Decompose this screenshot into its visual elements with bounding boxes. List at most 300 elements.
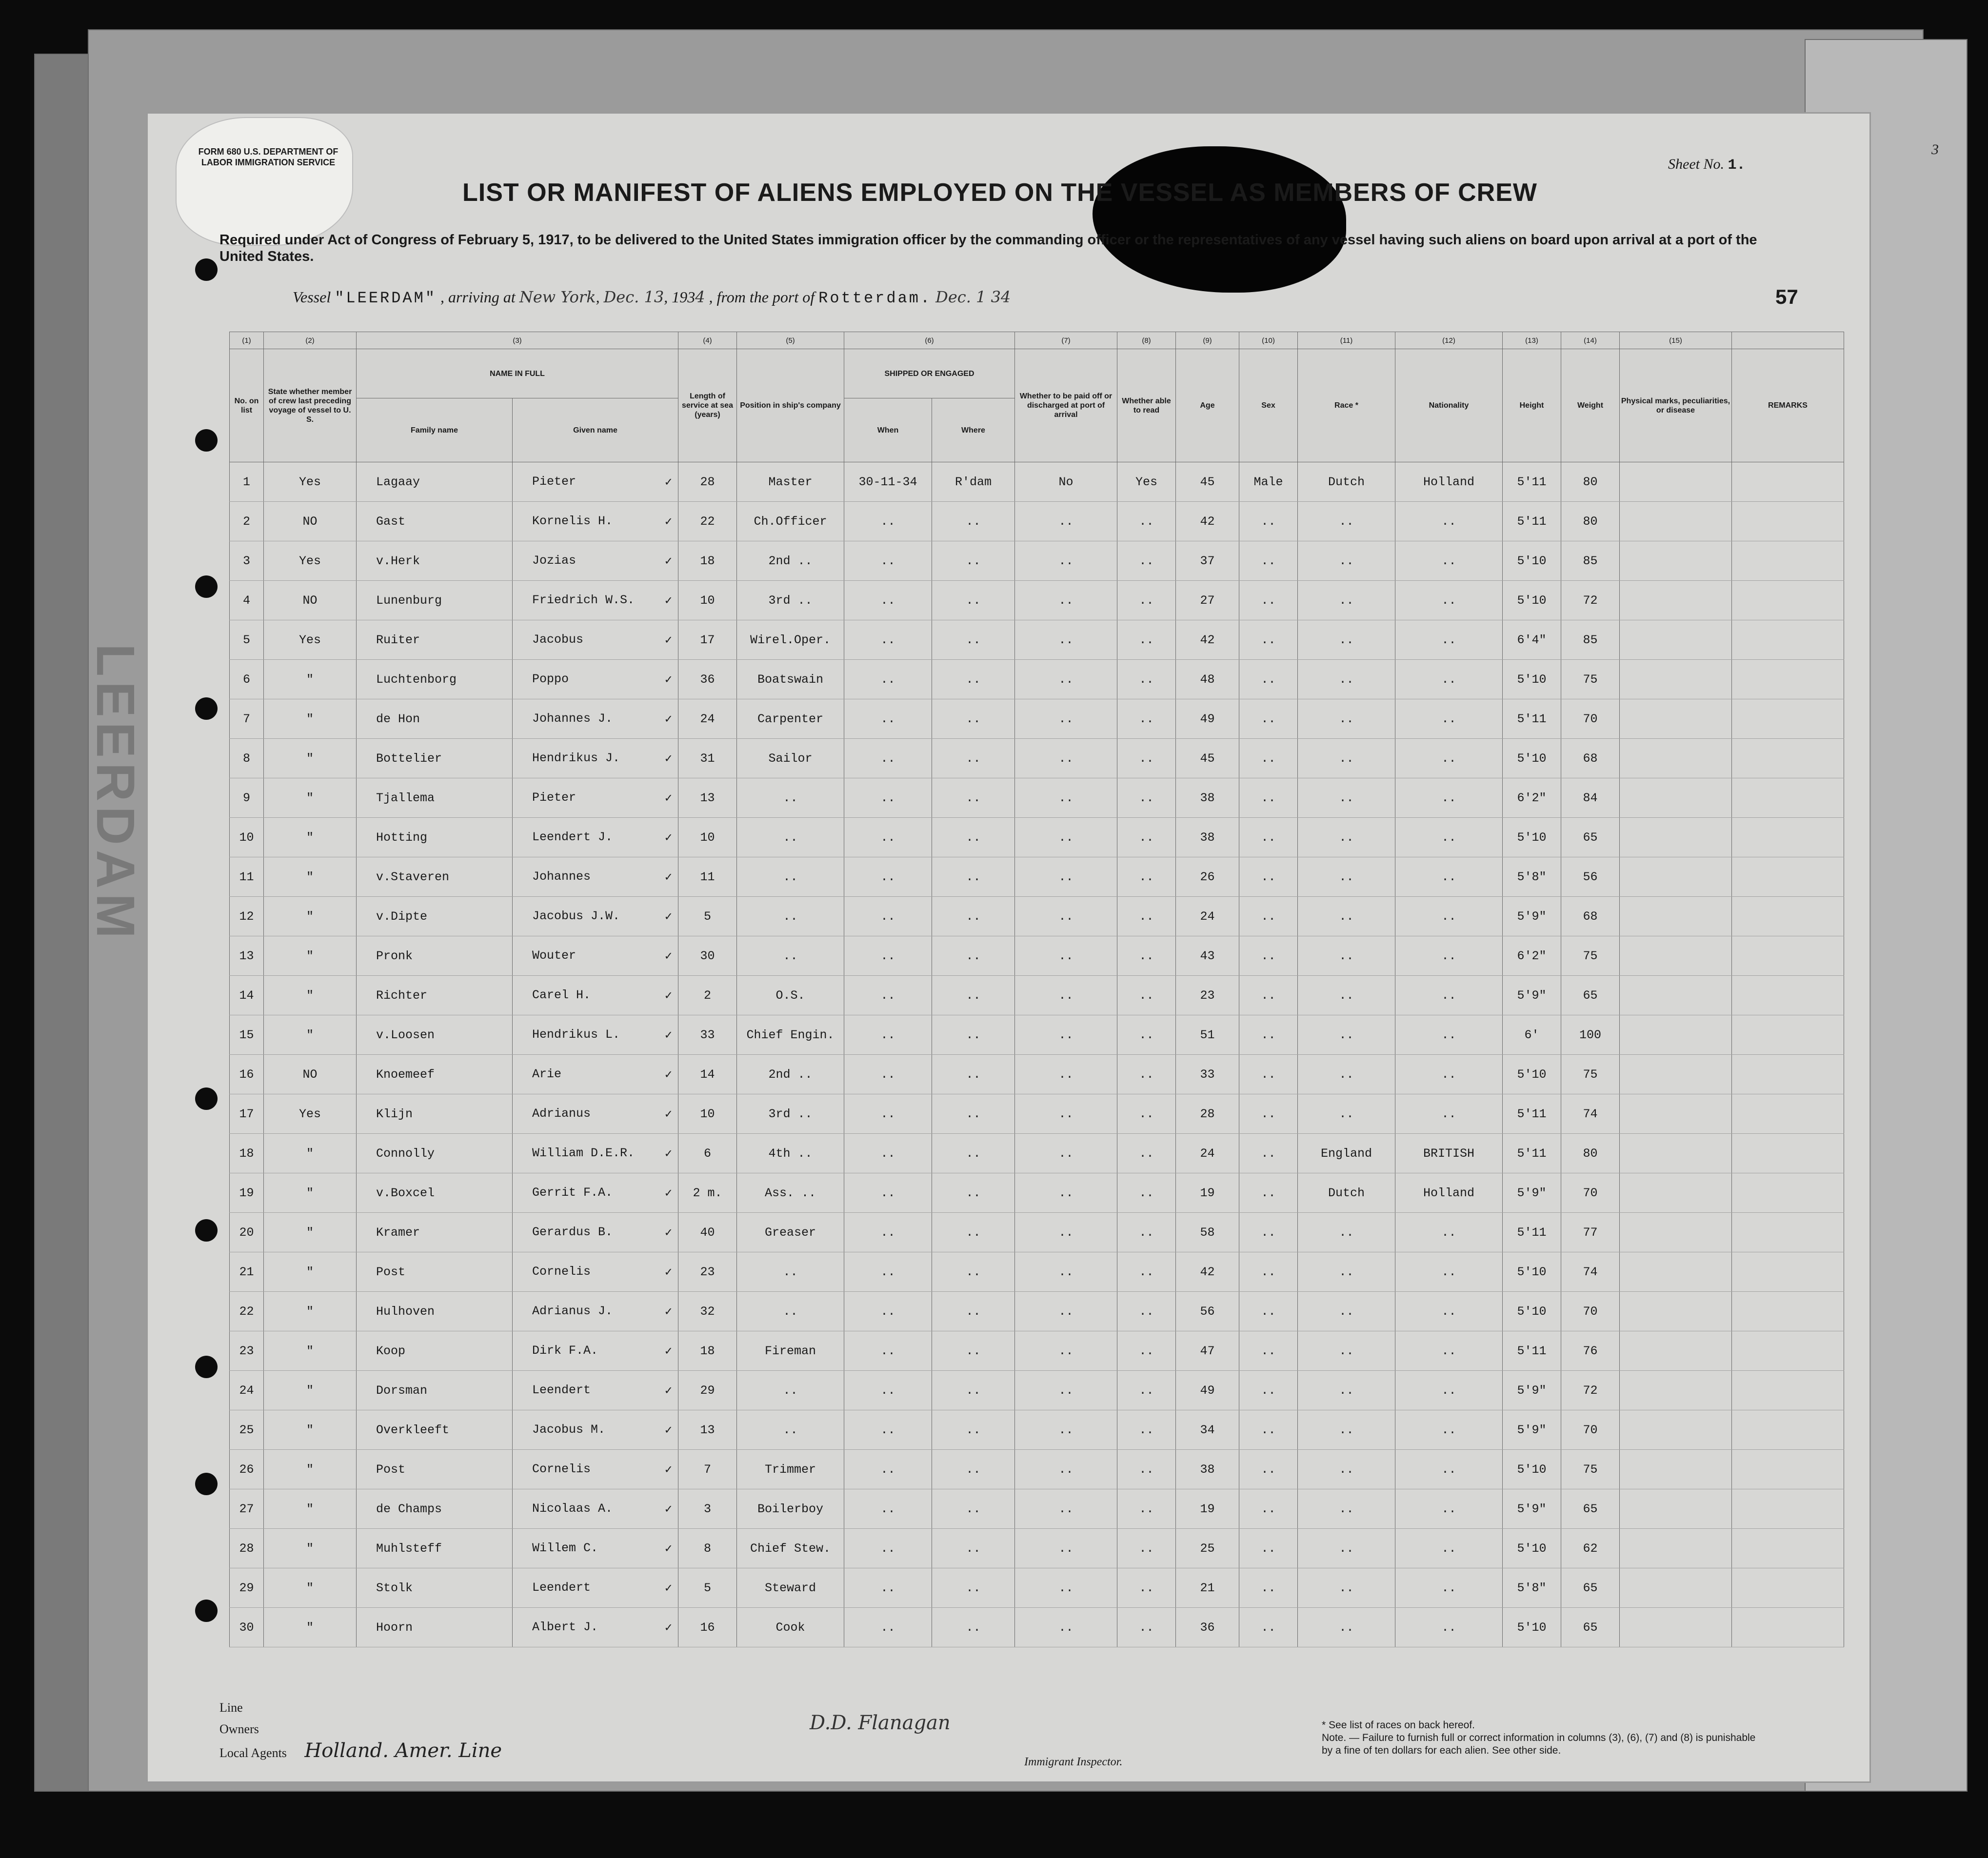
position-cell-text: 4th .. [768, 1146, 813, 1161]
paid-off-cell [1015, 1450, 1117, 1489]
given-name [513, 1529, 678, 1568]
shipped-when [844, 1094, 932, 1134]
position-cell [737, 1094, 844, 1134]
nationality-cell [1395, 1015, 1503, 1055]
col-num: (12) [1395, 332, 1503, 349]
position-cell-text: Ass. .. [764, 1186, 816, 1200]
state-cell [264, 541, 357, 581]
height-cell-text: 5'10 [1517, 1462, 1547, 1477]
shipped-where [932, 857, 1015, 897]
sex-cell-text: .. [1261, 1304, 1276, 1319]
weight-cell-text: 74 [1583, 1107, 1598, 1121]
table-row [230, 1094, 1844, 1134]
race-cell-text: .. [1339, 1107, 1354, 1121]
shipped-when-text: .. [880, 633, 895, 647]
remarks-cell [1732, 1173, 1844, 1213]
shipped-where [932, 1173, 1015, 1213]
given-name-text: Hendrikus J. [532, 751, 620, 765]
state-cell-text: " [306, 1146, 314, 1161]
table-row [230, 1252, 1844, 1292]
weight-cell [1561, 462, 1620, 502]
age-cell-text: 47 [1200, 1344, 1215, 1358]
nationality-cell-text: .. [1441, 1620, 1456, 1635]
binder-hole [195, 258, 218, 281]
paid-off-cell-text: .. [1058, 1423, 1074, 1437]
sex-cell-text: .. [1261, 1146, 1276, 1161]
read-cell [1117, 1252, 1176, 1292]
height-cell [1503, 581, 1561, 620]
check-mark: ✓ [664, 791, 672, 806]
sex-cell-text: .. [1261, 1581, 1276, 1595]
position-cell-text: Cook [775, 1620, 805, 1635]
row-number [230, 620, 264, 660]
given-name-text: Adrianus J. [532, 1304, 613, 1318]
given-name-text: Wouter [532, 948, 577, 963]
race-cell [1298, 818, 1395, 857]
shipped-when [844, 1055, 932, 1094]
table-row [230, 1292, 1844, 1331]
state-cell-text: " [306, 1304, 314, 1319]
age-cell-text: 38 [1200, 791, 1215, 805]
table-row [230, 897, 1844, 936]
service-length [678, 1252, 737, 1292]
family-name [357, 541, 513, 581]
physical-marks-cell [1620, 581, 1732, 620]
table-row [230, 857, 1844, 897]
family-name-text: Knoemeef [376, 1067, 435, 1082]
family-name [357, 660, 513, 699]
race-cell [1298, 1134, 1395, 1173]
remarks-cell [1732, 502, 1844, 541]
service-length [678, 1055, 737, 1094]
remarks-cell [1732, 660, 1844, 699]
height-cell [1503, 1292, 1561, 1331]
shipped-where [932, 739, 1015, 778]
state-cell-text: " [306, 1502, 314, 1516]
row-number [230, 1173, 264, 1213]
position-cell-text: Sailor [768, 751, 813, 766]
family-name [357, 1015, 513, 1055]
header-row [230, 349, 1844, 398]
paid-off-cell [1015, 778, 1117, 818]
nationality-cell [1395, 581, 1503, 620]
weight-cell-text: 68 [1583, 909, 1598, 924]
race-cell [1298, 1568, 1395, 1608]
binder-hole [195, 575, 218, 598]
service-length-text: 30 [700, 949, 715, 963]
paid-off-cell [1015, 620, 1117, 660]
table-row [230, 1410, 1844, 1450]
age-cell-text: 49 [1200, 1383, 1215, 1398]
position-cell-text: Chief Engin. [746, 1028, 835, 1042]
family-name [357, 1292, 513, 1331]
weight-cell-text: 80 [1583, 474, 1598, 489]
paid-off-cell [1015, 897, 1117, 936]
height-cell-text: 5'9" [1517, 1423, 1547, 1437]
given-name [513, 660, 678, 699]
row-number-text: 14 [239, 988, 254, 1003]
shipped-when-text: .. [880, 751, 895, 766]
sex-cell-text: .. [1261, 949, 1276, 963]
shipped-when-text: .. [880, 1107, 895, 1121]
family-name [357, 1450, 513, 1489]
shipped-where-text: R'dam [954, 474, 992, 489]
table-row [230, 778, 1844, 818]
sex-cell [1239, 660, 1298, 699]
family-name [357, 778, 513, 818]
physical-marks-cell [1620, 1410, 1732, 1450]
row-number-text: 17 [239, 1107, 254, 1121]
state-cell [264, 818, 357, 857]
age-cell-text: 28 [1200, 1107, 1215, 1121]
state-cell [264, 1252, 357, 1292]
given-name-text: Leendert [532, 1580, 591, 1595]
table-row [230, 1489, 1844, 1529]
race-cell [1298, 581, 1395, 620]
weight-cell [1561, 1331, 1620, 1371]
row-number-text: 25 [239, 1423, 254, 1437]
position-cell [737, 1213, 844, 1252]
given-name-text: Arie [532, 1067, 562, 1081]
state-cell [264, 1055, 357, 1094]
header-weight: Weight [1561, 349, 1620, 462]
weight-cell [1561, 1410, 1620, 1450]
nationality-cell [1395, 1529, 1503, 1568]
position-cell [737, 1608, 844, 1647]
physical-marks-cell [1620, 936, 1732, 976]
service-length [678, 620, 737, 660]
state-cell [264, 1331, 357, 1371]
height-cell [1503, 502, 1561, 541]
race-cell [1298, 1331, 1395, 1371]
height-cell [1503, 1450, 1561, 1489]
check-mark: ✓ [664, 1621, 672, 1635]
shipped-where-text: .. [966, 1265, 981, 1279]
family-name-text: de Hon [376, 712, 420, 726]
physical-marks-cell [1620, 897, 1732, 936]
paid-off-cell-text: .. [1058, 1344, 1074, 1358]
check-mark: ✓ [664, 1265, 672, 1280]
nationality-cell [1395, 1252, 1503, 1292]
age-cell [1176, 936, 1239, 976]
col-num-blank [1732, 332, 1844, 349]
weight-cell [1561, 897, 1620, 936]
sheet-value: 1. [1728, 157, 1746, 174]
weight-cell [1561, 541, 1620, 581]
state-cell-text: " [306, 1541, 314, 1556]
given-name-text: Albert J. [532, 1620, 598, 1634]
state-cell [264, 1410, 357, 1450]
row-number [230, 897, 264, 936]
sex-cell [1239, 778, 1298, 818]
shipped-where-text: .. [966, 1620, 981, 1635]
position-cell-text: .. [783, 1423, 798, 1437]
state-cell-text: " [306, 1344, 314, 1358]
binder-hole [195, 697, 218, 720]
row-number [230, 1410, 264, 1450]
paid-off-cell [1015, 1568, 1117, 1608]
age-cell [1176, 1173, 1239, 1213]
given-name [513, 739, 678, 778]
service-length-text: 29 [700, 1383, 715, 1398]
sex-cell-text: .. [1261, 633, 1276, 647]
table-row [230, 1173, 1844, 1213]
check-mark: ✓ [664, 1146, 672, 1161]
weight-cell-text: 56 [1583, 870, 1598, 884]
footer-block [219, 1697, 502, 1764]
nationality-cell-text: .. [1441, 1107, 1456, 1121]
read-cell [1117, 1608, 1176, 1647]
read-cell-text: .. [1139, 1067, 1154, 1082]
read-cell-text: .. [1139, 514, 1154, 529]
nationality-cell-text: .. [1441, 1581, 1456, 1595]
row-number [230, 818, 264, 857]
race-cell [1298, 620, 1395, 660]
paid-off-cell [1015, 1213, 1117, 1252]
height-cell [1503, 699, 1561, 739]
shipped-where [932, 1450, 1015, 1489]
race-cell-text: .. [1339, 1067, 1354, 1082]
header-name-in-full: NAME IN FULL [357, 349, 678, 398]
position-cell [737, 502, 844, 541]
owners-label: Owners [219, 1722, 259, 1736]
age-cell-text: 42 [1200, 633, 1215, 647]
shipped-where [932, 1331, 1015, 1371]
col-num: (4) [678, 332, 737, 349]
row-number-text: 3 [242, 553, 250, 568]
remarks-cell [1732, 1489, 1844, 1529]
sex-cell-text: .. [1261, 870, 1276, 884]
race-cell [1298, 1410, 1395, 1450]
nationality-cell-text: .. [1441, 949, 1456, 963]
given-name-text: Leendert J. [532, 830, 613, 844]
footer-notes [1322, 1719, 1761, 1757]
service-length [678, 1529, 737, 1568]
row-number-text: 30 [239, 1620, 254, 1635]
paid-off-cell [1015, 581, 1117, 620]
race-cell-text: .. [1339, 1620, 1354, 1635]
race-cell [1298, 1252, 1395, 1292]
shipped-when [844, 1252, 932, 1292]
nationality-cell-text: .. [1441, 712, 1456, 726]
family-name-text: de Champs [376, 1502, 442, 1516]
position-cell-text: 3rd .. [768, 593, 813, 608]
race-cell-text: .. [1339, 870, 1354, 884]
age-cell-text: 34 [1200, 1423, 1215, 1437]
given-name-text: Carel H. [532, 988, 591, 1002]
race-cell-text: .. [1339, 1304, 1354, 1319]
weight-cell [1561, 1450, 1620, 1489]
state-cell [264, 1608, 357, 1647]
height-cell [1503, 778, 1561, 818]
race-cell [1298, 699, 1395, 739]
race-cell [1298, 1055, 1395, 1094]
position-cell [737, 897, 844, 936]
shipped-when [844, 1213, 932, 1252]
read-cell [1117, 1055, 1176, 1094]
remarks-cell [1732, 541, 1844, 581]
age-cell-text: 38 [1200, 830, 1215, 845]
service-length-text: 28 [700, 474, 715, 489]
family-name [357, 936, 513, 976]
position-cell [737, 1371, 844, 1410]
sex-cell-text: Male [1253, 474, 1283, 489]
table-row [230, 1568, 1844, 1608]
shipped-where [932, 660, 1015, 699]
read-cell [1117, 1331, 1176, 1371]
shipped-when-text: .. [880, 1304, 895, 1319]
given-name-text: William D.E.R. [532, 1146, 635, 1160]
check-mark: ✓ [664, 1423, 672, 1438]
date-separator: , [596, 288, 600, 306]
read-cell-text: .. [1139, 791, 1154, 805]
height-cell [1503, 976, 1561, 1015]
position-cell [737, 581, 844, 620]
nationality-cell-text: .. [1441, 593, 1456, 608]
family-name [357, 1410, 513, 1450]
row-number-text: 27 [239, 1502, 254, 1516]
given-name [513, 462, 678, 502]
check-mark: ✓ [664, 751, 672, 766]
shipped-where [932, 462, 1015, 502]
read-cell-text: Yes [1135, 474, 1157, 489]
nationality-cell-text: .. [1441, 909, 1456, 924]
height-cell-text: 5'10 [1517, 672, 1547, 687]
nationality-cell [1395, 1568, 1503, 1608]
race-cell-text: .. [1339, 1265, 1354, 1279]
remarks-cell [1732, 897, 1844, 936]
shipped-when [844, 897, 932, 936]
age-cell [1176, 1371, 1239, 1410]
shipped-when [844, 502, 932, 541]
position-cell [737, 1489, 844, 1529]
race-cell [1298, 739, 1395, 778]
service-length-text: 5 [703, 1581, 711, 1595]
weight-cell-text: 75 [1583, 949, 1598, 963]
state-cell [264, 620, 357, 660]
weight-cell-text: 65 [1583, 1620, 1598, 1635]
state-cell-text: NO [302, 1067, 318, 1082]
paid-off-cell [1015, 739, 1117, 778]
shipped-when [844, 1371, 932, 1410]
paid-off-cell-text: .. [1058, 553, 1074, 568]
race-cell-text: .. [1339, 553, 1354, 568]
table-row [230, 1331, 1844, 1371]
row-number [230, 1568, 264, 1608]
read-cell [1117, 1094, 1176, 1134]
service-length-text: 10 [700, 1107, 715, 1121]
paid-off-cell [1015, 660, 1117, 699]
given-name-text: Pieter [532, 790, 577, 805]
position-cell [737, 1410, 844, 1450]
physical-marks-cell [1620, 1568, 1732, 1608]
table-row [230, 976, 1844, 1015]
height-cell-text: 5'9" [1517, 909, 1547, 924]
paid-off-cell-text: .. [1058, 751, 1074, 766]
given-name-text: Dirk F.A. [532, 1343, 598, 1358]
crew-manifest-table [229, 332, 1844, 1647]
table-row [230, 620, 1844, 660]
read-cell [1117, 739, 1176, 778]
nationality-cell [1395, 976, 1503, 1015]
paid-off-cell [1015, 818, 1117, 857]
shipped-when [844, 541, 932, 581]
service-length [678, 818, 737, 857]
table-row [230, 1371, 1844, 1410]
state-cell [264, 739, 357, 778]
remarks-cell [1732, 739, 1844, 778]
inspector-signature: D.D. Flanagan [810, 1712, 951, 1734]
age-cell [1176, 1015, 1239, 1055]
paid-off-cell-text: .. [1058, 1028, 1074, 1042]
shipped-when-text: .. [880, 593, 895, 608]
paid-off-cell [1015, 1292, 1117, 1331]
physical-marks-cell [1620, 1055, 1732, 1094]
state-cell [264, 857, 357, 897]
physical-marks-cell [1620, 1094, 1732, 1134]
shipped-where-text: .. [966, 1107, 981, 1121]
shipped-when [844, 1134, 932, 1173]
nationality-cell [1395, 1134, 1503, 1173]
position-cell [737, 1292, 844, 1331]
sex-cell-text: .. [1261, 909, 1276, 924]
row-number [230, 541, 264, 581]
weight-cell [1561, 1134, 1620, 1173]
weight-cell-text: 65 [1583, 1581, 1598, 1595]
position-cell-text: .. [783, 949, 798, 963]
row-number-text: 8 [242, 751, 250, 766]
sex-cell [1239, 1015, 1298, 1055]
check-mark: ✓ [664, 870, 672, 885]
read-cell [1117, 1489, 1176, 1529]
shipped-where-text: .. [966, 1186, 981, 1200]
read-cell [1117, 1173, 1176, 1213]
weight-cell-text: 85 [1583, 633, 1598, 647]
race-cell [1298, 857, 1395, 897]
paid-off-cell-text: .. [1058, 712, 1074, 726]
remarks-cell [1732, 1608, 1844, 1647]
row-number-text: 28 [239, 1541, 254, 1556]
height-cell-text: 5'10 [1517, 1304, 1547, 1319]
sex-cell-text: .. [1261, 1186, 1276, 1200]
given-name [513, 1371, 678, 1410]
nationality-cell-text: .. [1441, 1462, 1456, 1477]
arriving-label: , arriving at [440, 288, 516, 306]
position-cell [737, 1252, 844, 1292]
service-length [678, 1410, 737, 1450]
shipped-when-text: .. [880, 1502, 895, 1516]
service-length-text: 31 [700, 751, 715, 766]
height-cell [1503, 620, 1561, 660]
paid-off-cell-text: .. [1058, 672, 1074, 687]
row-number-text: 23 [239, 1344, 254, 1358]
shipped-where-text: .. [966, 1383, 981, 1398]
header-shipped: SHIPPED OR ENGAGED [844, 349, 1015, 398]
weight-cell-text: 70 [1583, 1423, 1598, 1437]
service-length-text: 13 [700, 1423, 715, 1437]
age-cell-text: 23 [1200, 988, 1215, 1003]
shipped-when [844, 1015, 932, 1055]
shipped-when-text: .. [880, 1423, 895, 1437]
height-cell [1503, 462, 1561, 502]
weight-cell [1561, 1173, 1620, 1213]
height-cell-text: 5'9" [1517, 988, 1547, 1003]
sex-cell-text: .. [1261, 514, 1276, 529]
race-cell-text: .. [1339, 633, 1354, 647]
shipped-where [932, 936, 1015, 976]
state-cell [264, 1292, 357, 1331]
service-length [678, 1568, 737, 1608]
